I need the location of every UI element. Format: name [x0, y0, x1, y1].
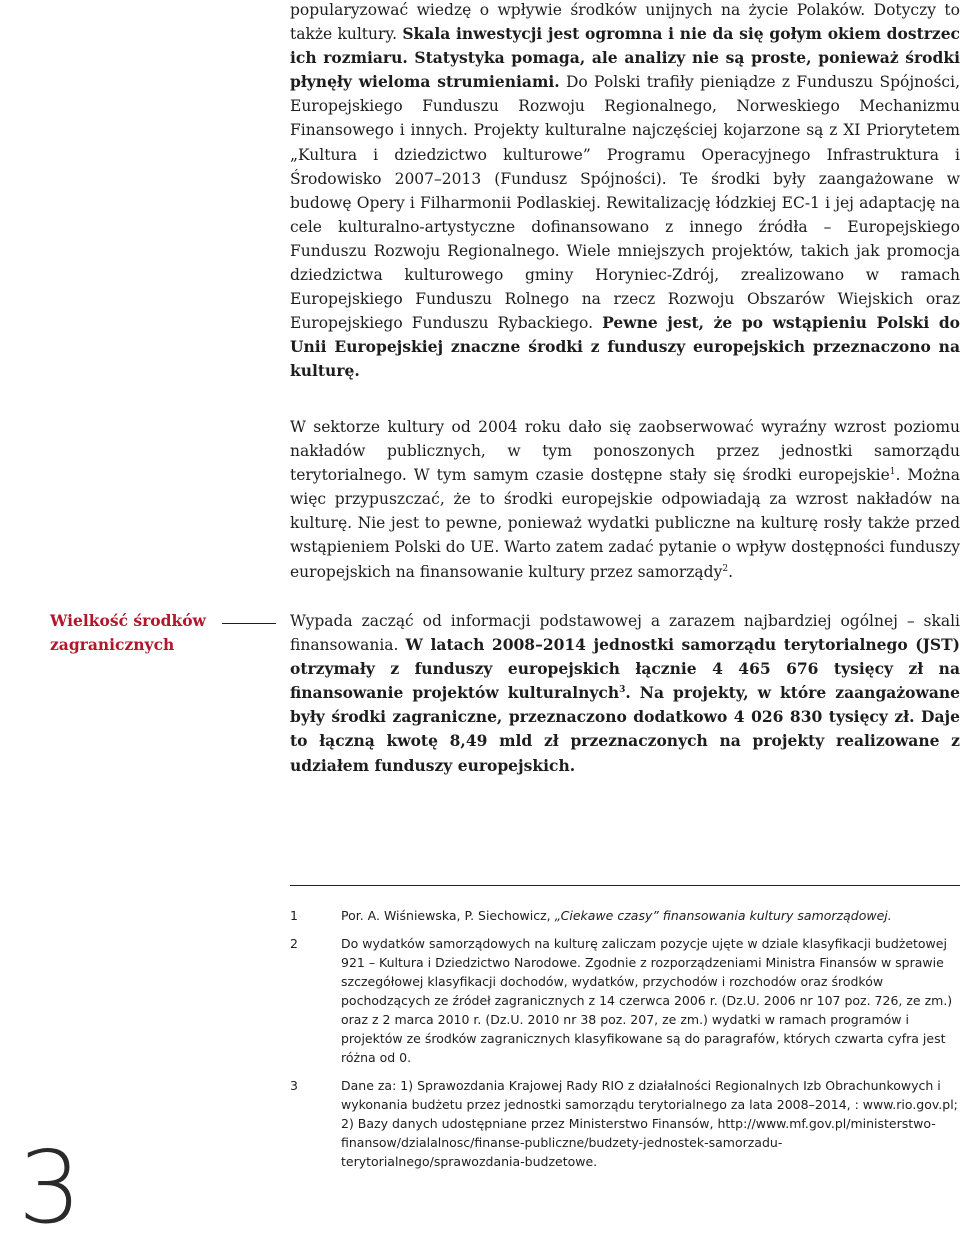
footnote-ref-1[interactable]: 1 — [889, 467, 896, 478]
footnote-title-italic: „Ciekawe czasy” finansowania kultury samorządowej. — [554, 908, 892, 923]
paragraph-intro-bold-1: Skala inwestycji jest ogromna i nie da się gołym okiem dostrzec ich rozmiaru. Statystyka pomaga, ale analizy nie są proste, ponieważ środki płynęły wieloma strumieniami. — [290, 24, 960, 92]
footnote-1 — [290, 906, 960, 925]
footnote-ref-2[interactable]: 2 — [722, 563, 729, 574]
page-number: 3 — [18, 1129, 82, 1246]
footnote-text: Por. A. Wiśniewska, P. Siechowicz, — [341, 908, 555, 923]
footnote-number: 3 — [290, 1078, 298, 1093]
footnote-text: Do wydatków samorządowych na kulturę zaliczam pozycje ujęte w dziale klasyfikacji budżetowej 921 – Kultura i Dziedzictwo Narodowe. Zgodnie z rozporządzeniami Ministra Finansów w sprawie szczegółowej klasyfikacji dochodów, wydatków, przychodów i rozchodów oraz środków pochodzących ze źródeł zagranicznych z 14 czerwca 2006 r. (Dz.U. 2006 nr 107 poz. 726, ze zm.) oraz z 2 marca 2010 r. (Dz.U. 2010 nr 38 poz. 207, ze zm.) wydatki w ramach programów i projektów ze środków zagranicznych klasyfikowane są do paragrafów, których czwarta cyfra jest różna od 0. — [341, 936, 953, 1065]
paragraph-public-spending-part-1: W sektorze kultury od 2004 roku dało się zaobserwować wyraźny wzrost poziomu nakładów publicznych, w tym ponoszonych przez jednostki samorządu terytorialnego. W tym samym czasie dostępne stały się środki europejskie — [290, 418, 960, 485]
footnote-number: 2 — [290, 936, 298, 951]
footnote-number: 1 — [290, 908, 298, 923]
footnote-3 — [290, 1076, 960, 1171]
paragraph-intro-part-1: popularyzować wiedzę o wpływie środków unijnych na życie Polaków. Dotyczy to także kultury. — [290, 1, 960, 44]
footnote-2 — [290, 934, 960, 1067]
paragraph-funding-scale — [290, 609, 960, 778]
footnotes — [290, 906, 960, 1180]
side-heading: Wielkość środków zagranicznych — [50, 611, 206, 654]
footnote-ref-3[interactable]: 3 — [619, 685, 626, 696]
paragraph-public-spending-part-2: . Można więc przypuszczać, że to środki europejskie odpowiadają za wzrost nakładów na kulturę. Nie jest to pewne, ponieważ wydatki publiczne na kulturę rosły także przed wstąpieniem Polski do UE. Warto zatem zadać pytanie o wpływ dostępności funduszy europejskich na finansowanie kultury przez samorządy — [290, 466, 960, 581]
paragraph-intro — [290, 0, 960, 384]
footnote-text: Dane za: 1) Sprawozdania Krajowej Rady RIO z działalności Regionalnych Izb Obrachunkowych i wykonania budżetu przez jednostki samorządu terytorialnego za lata 2008–2014, : www.rio.gov.pl; 2) Bazy danych udostępniane przez Ministerstwo Finansów, http://www.mf.gov.pl/ministerstwo-finansow/dzialalnosc/finanse-publiczne/budzety-jednostek-samorzadu-terytorialnego/sprawozdania-budzetowe. — [341, 1078, 958, 1169]
paragraph-funding-scale-bold-2: . Na projekty, w które zaangażowane były środki zagraniczne, przeznaczono dodatkowo 4 026 830 tysięcy zł. Daje to łączną kwotę 8,49 mld zł przeznaczonych na projekty realizowane z udziałem funduszy europejskich. — [290, 683, 960, 775]
paragraph-funding-scale-bold-1: W latach 2008–2014 jednostki samorządu terytorialnego (JST) otrzymały z funduszy europejskich łącznie 4 465 676 tysięcy zł na finansowanie projektów kulturalnych — [290, 635, 960, 703]
paragraph-intro-part-2: Do Polski trafiły pieniądze z Funduszu Spójności, Europejskiego Funduszu Rozwoju Regionalnego, Norweskiego Mechanizmu Finansowego i innych. Projekty kulturalne najczęściej kojarzone są z XI Priorytetem „Kultura i dziedzictwo kulturowe” Programu Operacyjnego Infrastruktura i Środowisko 2007–2013 (Fundusz Spójności). Te środki były zaangażowane w budowę Opery i Filharmonii Podlaskiej. Rewitalizację łódzkiej EC-1 i jej adaptację na cele kulturalno-artystyczne dofinansowano z innego źródła – Europejskiego Funduszu Rozwoju Regionalnego. Wiele mniejszych projektów, takich jak promocja dziedzictwa kulturowego gminy Horyniec-Zdrój, zrealizowano w ramach Europejskiego Funduszu Rolnego na rzecz Rozwoju Obszarów Wiejskich oraz Europejskiego Funduszu Rybackiego. — [290, 73, 960, 333]
paragraph-intro-bold-2: Pewne jest, że po wstąpieniu Polski do Unii Europejskiej znaczne środki z funduszy europejskich przeznaczono na kulturę. — [290, 313, 960, 381]
side-heading-rule — [222, 623, 276, 624]
footnote-divider — [290, 885, 960, 886]
paragraph-public-spending — [290, 415, 960, 584]
paragraph-funding-scale-part-1: Wypada zacząć od informacji podstawowej a zarazem najbardziej ogólnej – skali finansowania. — [290, 612, 960, 655]
paragraph-public-spending-part-3: . — [728, 562, 734, 581]
